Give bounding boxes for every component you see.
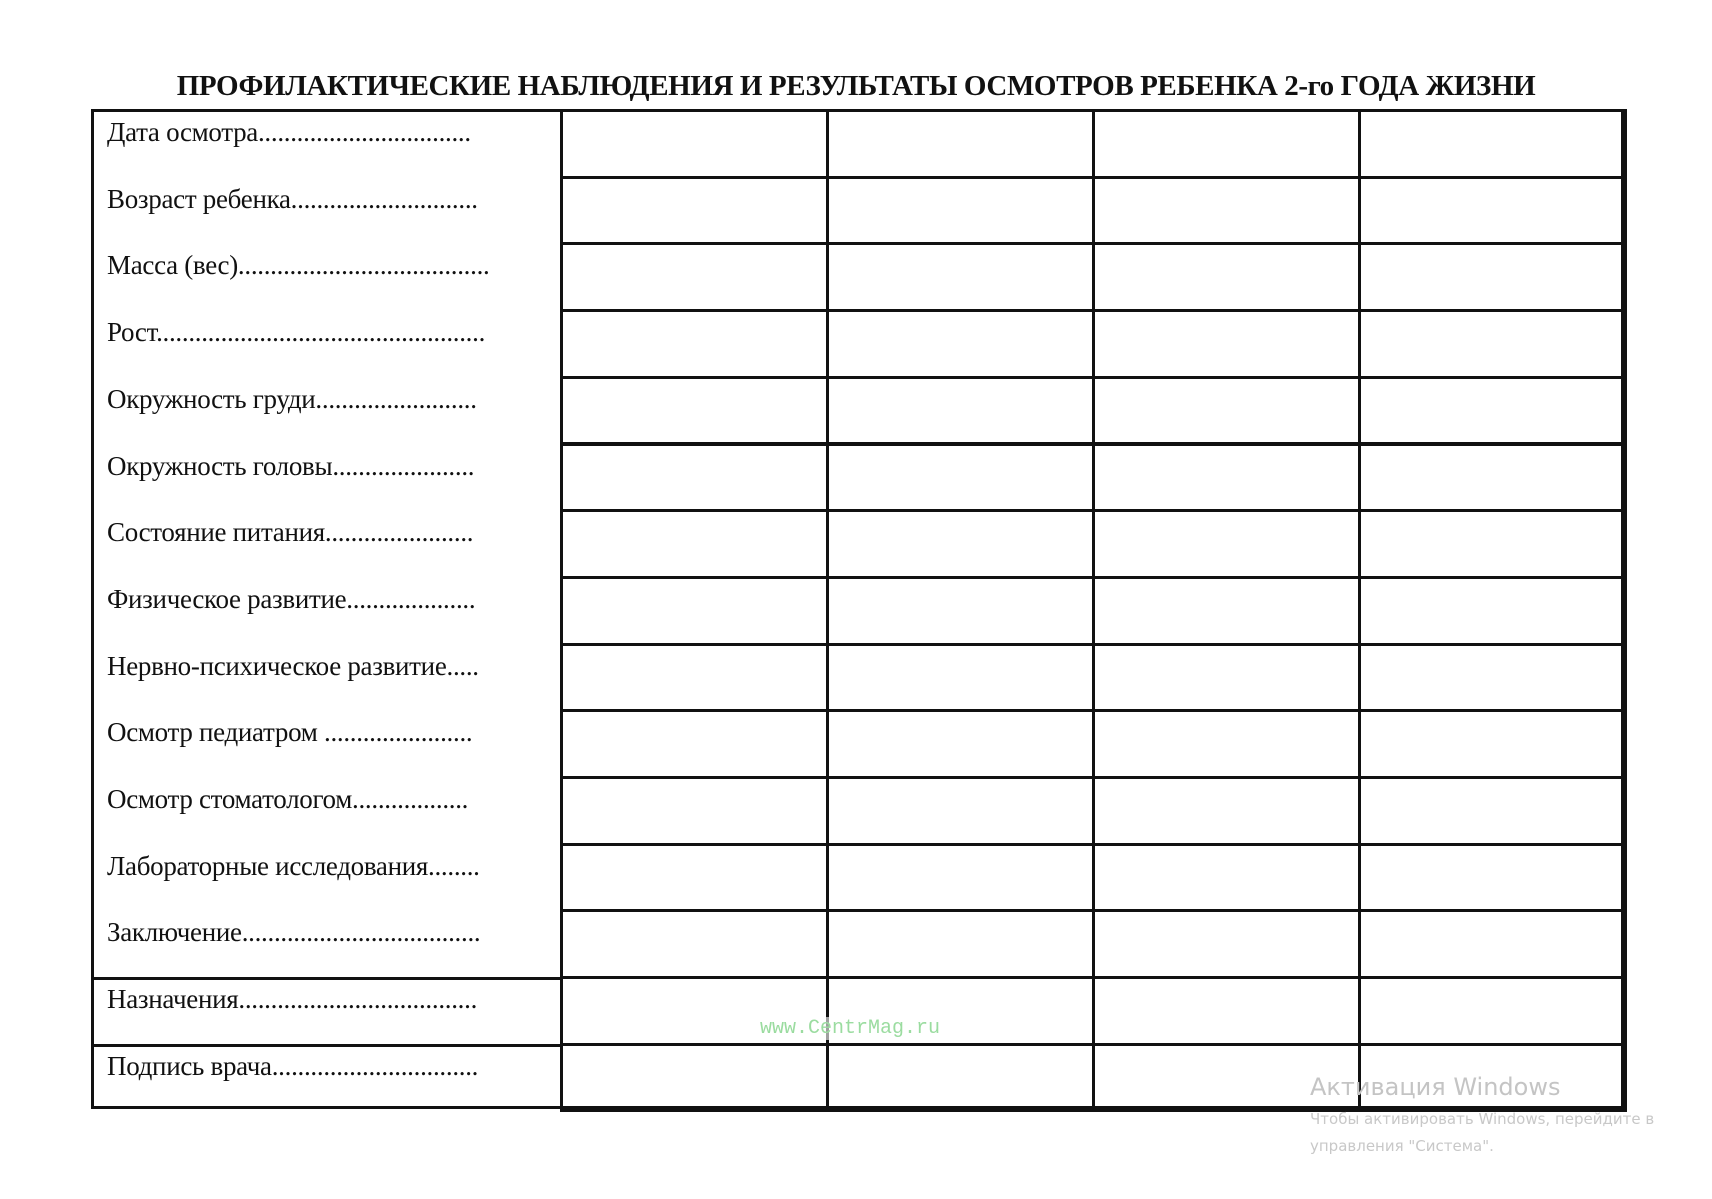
entry-cell[interactable] — [1358, 176, 1627, 246]
entry-cell[interactable] — [1092, 776, 1361, 846]
entry-cell[interactable] — [1358, 242, 1627, 312]
windows-activation-title: Активация Windows — [1310, 1073, 1561, 1101]
entry-cell[interactable] — [826, 576, 1095, 646]
entry-cell[interactable] — [560, 709, 829, 779]
entry-cell[interactable] — [1092, 176, 1361, 246]
row-label: Состояние питания....................... — [107, 517, 474, 548]
row-label: Подпись врача................................ — [107, 1050, 479, 1081]
row-label: Осмотр педиатром ....................... — [107, 717, 473, 748]
entry-cell[interactable] — [826, 509, 1095, 579]
page-title: ПРОФИЛАКТИЧЕСКИЕ НАБЛЮДЕНИЯ И РЕЗУЛЬТАТЫ ОСМОТРОВ РЕБЕНКА 2-го ГОДА ЖИЗНИ — [176, 70, 1536, 102]
entry-cell[interactable] — [560, 443, 829, 513]
row-label: Нервно-психическое развитие..... — [107, 650, 479, 681]
row-label: Назначения..................................... — [107, 984, 478, 1015]
entry-cell[interactable] — [560, 509, 829, 579]
label-divider-podpis — [91, 1044, 563, 1047]
entry-cell[interactable] — [1092, 976, 1361, 1046]
row-label: Рост................................................... — [107, 317, 486, 348]
entry-cell[interactable] — [826, 376, 1095, 446]
entry-cell[interactable] — [1092, 509, 1361, 579]
entry-cell[interactable] — [1092, 709, 1361, 779]
entry-cell[interactable] — [1092, 376, 1361, 446]
entry-cell[interactable] — [1358, 376, 1627, 446]
entry-cell[interactable] — [826, 242, 1095, 312]
entry-cell[interactable] — [1092, 576, 1361, 646]
entry-cell[interactable] — [560, 309, 829, 379]
label-divider-naznacheniya — [91, 977, 563, 980]
row-label: Дата осмотра................................. — [107, 117, 471, 147]
entry-cell[interactable] — [1092, 242, 1361, 312]
entry-cell[interactable] — [1092, 909, 1361, 979]
row-label: Заключение..................................... — [107, 917, 481, 948]
entry-cell[interactable] — [1358, 309, 1627, 379]
observation-form-table — [91, 109, 1624, 1109]
entry-cell[interactable] — [1358, 976, 1627, 1046]
entry-cell[interactable] — [560, 376, 829, 446]
row-label: Возраст ребенка............................. — [107, 183, 478, 214]
entry-cell[interactable] — [560, 776, 829, 846]
entry-cell[interactable] — [560, 1043, 829, 1113]
entry-cell[interactable] — [1092, 443, 1361, 513]
entry-cell[interactable] — [560, 643, 829, 713]
entry-cell[interactable] — [1358, 843, 1627, 913]
entry-cell[interactable] — [1358, 509, 1627, 579]
entry-cell[interactable] — [1092, 843, 1361, 913]
row-label: Осмотр стоматологом.................. — [107, 784, 469, 814]
entry-cell[interactable] — [1358, 776, 1627, 846]
entry-cell[interactable] — [826, 709, 1095, 779]
entry-cell[interactable] — [826, 909, 1095, 979]
entry-cell[interactable] — [560, 242, 829, 312]
entry-cell[interactable] — [826, 1043, 1095, 1113]
windows-activation-line1: Чтобы активировать Windows, перейдите в — [1310, 1110, 1655, 1128]
entry-cell[interactable] — [1092, 109, 1361, 179]
entry-cell[interactable] — [560, 909, 829, 979]
entry-cell[interactable] — [1358, 909, 1627, 979]
entry-cell[interactable] — [826, 776, 1095, 846]
entry-cell[interactable] — [826, 109, 1095, 179]
entry-cell[interactable] — [826, 443, 1095, 513]
row-label: Физическое развитие.................... — [107, 583, 476, 614]
entry-cell[interactable] — [560, 176, 829, 246]
row-label: Масса (вес)....................................... — [107, 250, 490, 281]
entry-cell[interactable] — [560, 843, 829, 913]
site-watermark: www.CentrMag.ru — [760, 1017, 941, 1040]
entry-cell[interactable] — [1092, 309, 1361, 379]
entry-cell[interactable] — [560, 109, 829, 179]
entry-cell[interactable] — [1092, 643, 1361, 713]
entry-cell[interactable] — [1358, 443, 1627, 513]
entry-cell[interactable] — [1358, 643, 1627, 713]
entry-cell[interactable] — [1358, 709, 1627, 779]
row-label: Лабораторные исследования........ — [107, 850, 480, 881]
entry-cell[interactable] — [826, 643, 1095, 713]
row-label: Окружность груди......................... — [107, 383, 477, 414]
entry-cell[interactable] — [826, 843, 1095, 913]
windows-activation-line2: управления "Система". — [1310, 1137, 1494, 1155]
row-label: Окружность головы...................... — [107, 450, 475, 481]
entry-cell[interactable] — [826, 176, 1095, 246]
entry-cell[interactable] — [826, 309, 1095, 379]
entry-cell[interactable] — [560, 576, 829, 646]
entry-cell[interactable] — [1358, 109, 1627, 179]
entry-cell[interactable] — [1358, 576, 1627, 646]
